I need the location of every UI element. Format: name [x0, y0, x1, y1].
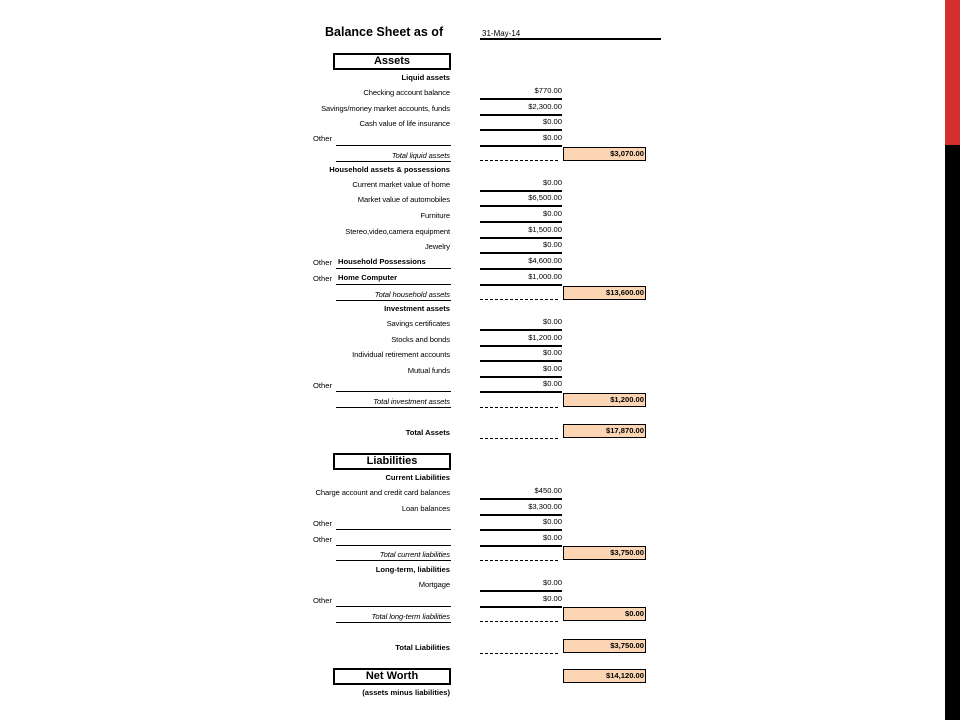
total-assets-cell: $17,870.00 — [563, 424, 646, 438]
row-label: Stereo,video,camera equipment — [345, 227, 450, 236]
other-entry-line — [336, 268, 451, 269]
row-value: $0.00 — [542, 178, 562, 187]
value-underline — [480, 284, 562, 286]
other-entry-line[interactable] — [336, 145, 451, 146]
total-label: Total long-term liabilities — [371, 612, 450, 621]
row-label: Cash value of life insurance — [359, 119, 450, 128]
value-underline — [480, 205, 562, 207]
row-value: $3,300.00 — [528, 502, 562, 511]
row-value: $0.00 — [542, 240, 562, 249]
liabilities-header: Liabilities — [333, 453, 451, 470]
total-household-assets-cell: $13,600.00 — [563, 286, 646, 300]
total-current-liabilities-cell: $3,750.00 — [563, 546, 646, 560]
household-assets-heading: Household assets & possessions — [329, 165, 450, 174]
net-worth-header: Net Worth — [333, 668, 451, 685]
total-liquid-assets-cell: $3,070.00 — [563, 147, 646, 161]
other-label: Other — [313, 274, 332, 283]
other-label: Other — [313, 258, 332, 267]
row-value: $4,600.00 — [528, 256, 562, 265]
row-label: Current market value of home — [352, 180, 450, 189]
value-underline — [480, 190, 562, 192]
total-dash-line — [480, 160, 558, 161]
total-label: Total investment assets — [373, 397, 450, 406]
value-underline — [480, 252, 562, 254]
row-label: Mortgage — [418, 580, 450, 589]
date-underline — [480, 38, 661, 40]
row-label: Loan balances — [401, 504, 450, 513]
value-underline — [480, 345, 562, 347]
total-dash-line — [480, 653, 558, 654]
net-worth-cell: $14,120.00 — [563, 669, 646, 683]
row-value: $450.00 — [534, 486, 562, 495]
value-underline — [480, 129, 562, 131]
total-label: Total liquid assets — [391, 151, 450, 160]
row-label: Stocks and bonds — [391, 335, 450, 344]
value-underline — [480, 376, 562, 378]
total-assets-label: Total Assets — [405, 428, 450, 437]
other-label: Other — [313, 381, 332, 390]
total-liabilities-cell: $3,750.00 — [563, 639, 646, 653]
row-value: $1,500.00 — [528, 225, 562, 234]
value-underline — [480, 545, 562, 547]
row-value: $1,200.00 — [528, 333, 562, 342]
total-label-underline — [336, 161, 451, 162]
total-label-underline — [336, 622, 451, 623]
sheet-title: Balance Sheet as of — [325, 25, 444, 39]
row-label: Charge account and credit card balances — [315, 488, 450, 497]
other-label: Other — [313, 134, 332, 143]
other-entry-line[interactable] — [336, 391, 451, 392]
row-value: $0.00 — [542, 348, 562, 357]
row-value: $770.00 — [534, 86, 562, 95]
total-dash-line — [480, 299, 558, 300]
accent-bar-red — [945, 0, 960, 145]
total-longterm-liabilities-cell: $0.00 — [563, 607, 646, 621]
value-underline — [480, 606, 562, 608]
row-value: $0.00 — [542, 133, 562, 142]
row-value: $0.00 — [542, 533, 562, 542]
other-entry-household-possessions[interactable]: Household Possessions — [338, 257, 426, 266]
value-underline — [480, 114, 562, 116]
total-investment-assets-cell: $1,200.00 — [563, 393, 646, 407]
row-label: Checking account balance — [363, 88, 450, 97]
value-underline — [480, 498, 562, 500]
value-underline — [480, 590, 562, 592]
row-value: $0.00 — [542, 594, 562, 603]
row-label: Furniture — [420, 211, 450, 220]
row-value: $0.00 — [542, 317, 562, 326]
row-value: $0.00 — [542, 578, 562, 587]
value-underline — [480, 237, 562, 239]
value-underline — [480, 514, 562, 516]
value-underline — [480, 529, 562, 531]
row-label: Mutual funds — [407, 366, 450, 375]
value-underline — [480, 221, 562, 223]
total-dash-line — [480, 621, 558, 622]
value-underline — [480, 329, 562, 331]
row-label: Savings certificates — [386, 319, 450, 328]
row-label: Individual retirement accounts — [352, 350, 450, 359]
accent-bar-black — [945, 145, 960, 720]
row-value: $0.00 — [542, 517, 562, 526]
longterm-liabilities-heading: Long-term, liabilities — [375, 565, 450, 574]
row-value: $1,000.00 — [528, 272, 562, 281]
total-label: Total household assets — [374, 290, 450, 299]
other-label: Other — [313, 519, 332, 528]
current-liabilities-heading: Current Liabilities — [385, 473, 450, 482]
other-entry-line[interactable] — [336, 529, 451, 530]
row-value: $6,500.00 — [528, 193, 562, 202]
other-entry-home-computer[interactable]: Home Computer — [338, 273, 398, 282]
value-underline — [480, 360, 562, 362]
total-dash-line — [480, 438, 558, 439]
total-liabilities-label: Total Liabilities — [395, 643, 450, 652]
total-label: Total current liabilities — [379, 550, 450, 559]
total-dash-line — [480, 560, 558, 561]
value-underline — [480, 98, 562, 100]
sheet-date: 31-May-14 — [482, 29, 521, 38]
total-label-underline — [336, 407, 451, 408]
row-label: Jewelry — [424, 242, 450, 251]
other-label: Other — [313, 596, 332, 605]
row-value: $0.00 — [542, 117, 562, 126]
total-dash-line — [480, 407, 558, 408]
total-label-underline — [336, 300, 451, 301]
row-value: $2,300.00 — [528, 102, 562, 111]
value-underline — [480, 391, 562, 393]
value-underline — [480, 145, 562, 147]
net-worth-note: (assets minus liabilities) — [362, 688, 450, 697]
row-label: Savings/money market accounts, funds — [321, 104, 450, 113]
row-value: $0.00 — [542, 379, 562, 388]
other-entry-line — [336, 284, 451, 285]
value-underline — [480, 268, 562, 270]
liquid-assets-heading: Liquid assets — [401, 73, 450, 82]
other-label: Other — [313, 535, 332, 544]
row-value: $0.00 — [542, 209, 562, 218]
assets-header: Assets — [333, 53, 451, 70]
row-value: $0.00 — [542, 364, 562, 373]
total-label-underline — [336, 560, 451, 561]
other-entry-line[interactable] — [336, 545, 451, 546]
row-label: Market value of automobiles — [357, 195, 450, 204]
other-entry-line[interactable] — [336, 606, 451, 607]
investment-assets-heading: Investment assets — [384, 304, 450, 313]
